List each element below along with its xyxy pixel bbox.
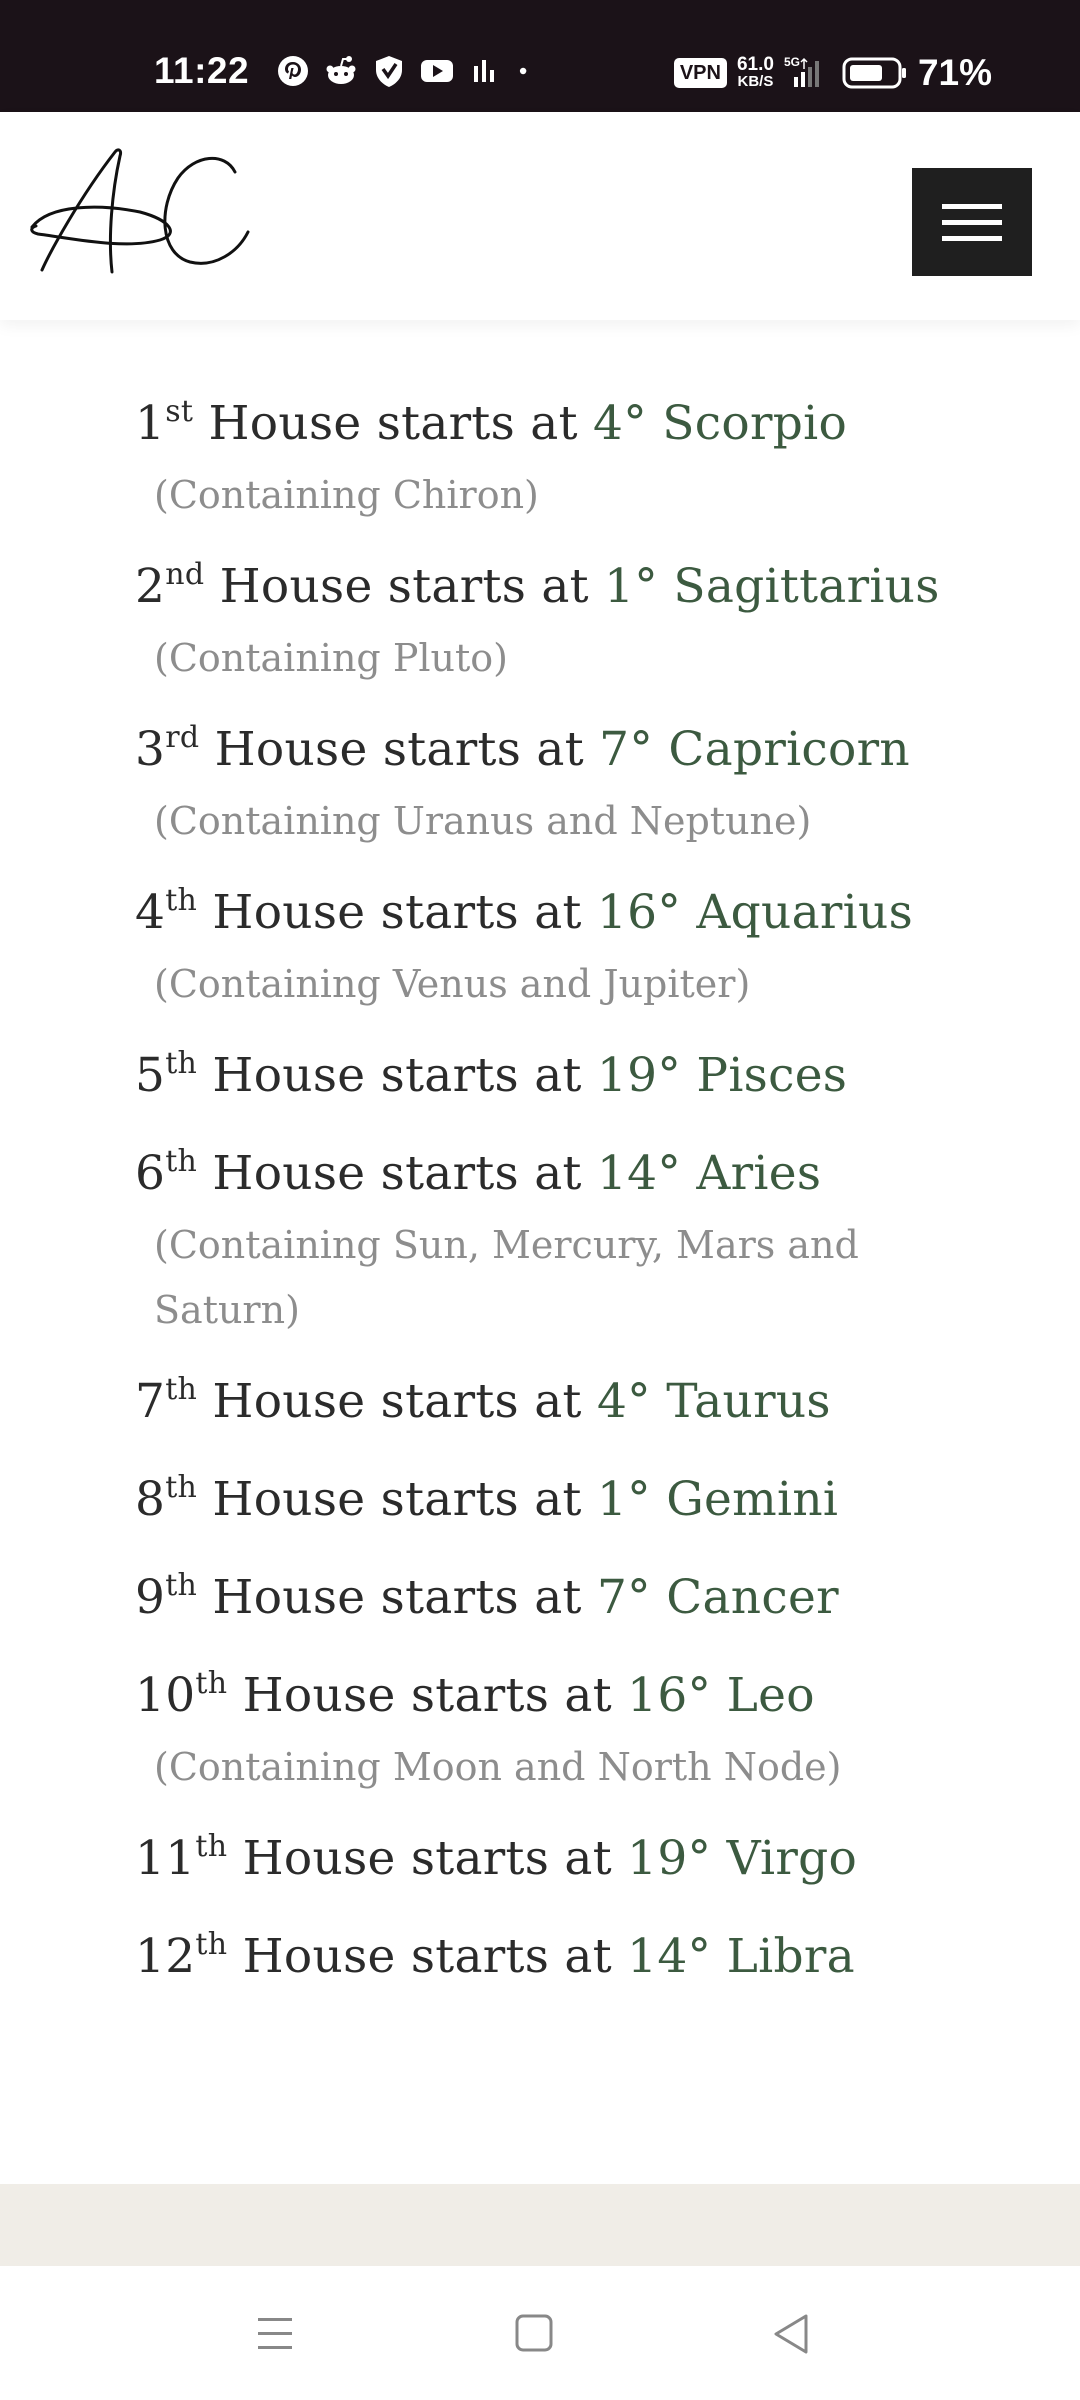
house-contains: (Containing Sun, Mercury, Mars and Saturn) — [154, 1223, 859, 1332]
house-line — [135, 1657, 1035, 1735]
site-header — [0, 112, 1080, 320]
house-contains: (Containing Chiron) — [154, 473, 539, 517]
back-button[interactable] — [762, 2306, 822, 2362]
house-starts-text: House starts at — [197, 885, 597, 940]
house-sign: 14° Libra — [627, 1929, 855, 1984]
house-item — [135, 1461, 1035, 1539]
house-ordinal-suffix: th — [195, 1829, 228, 1864]
house-item — [135, 1135, 1035, 1343]
house-item — [135, 1918, 1035, 1996]
back-triangle-icon — [762, 2306, 822, 2362]
house-sign: 14° Aries — [596, 1146, 822, 1201]
house-line — [135, 1461, 1035, 1539]
house-number: 12 — [135, 1929, 196, 1984]
network-speed — [737, 56, 774, 90]
house-starts-text: House starts at — [197, 1374, 597, 1429]
network-speed-value: 61.0 — [736, 54, 774, 75]
house-number: 2 — [135, 559, 166, 614]
vpn-badge: VPN — [674, 58, 727, 88]
house-line — [135, 548, 1035, 626]
house-line — [135, 874, 1035, 952]
house-line — [135, 1559, 1035, 1637]
house-item — [135, 548, 1035, 691]
house-contains: (Containing Uranus and Neptune) — [154, 799, 812, 843]
house-starts-text: House starts at — [227, 1668, 628, 1723]
house-ordinal-suffix: th — [195, 1666, 228, 1701]
house-sign: 7° Cancer — [596, 1570, 839, 1625]
house-number: 9 — [135, 1570, 166, 1625]
house-item — [135, 1657, 1035, 1800]
battery-icon — [842, 57, 908, 89]
house-contains: (Containing Moon and North Node) — [154, 1745, 842, 1789]
house-sign: 7° Capricorn — [599, 722, 910, 777]
reddit-icon — [324, 54, 358, 88]
house-ordinal-suffix: th — [165, 883, 198, 918]
house-number: 10 — [135, 1668, 196, 1723]
house-starts-text: House starts at — [227, 1929, 628, 1984]
house-ordinal-suffix: nd — [165, 557, 205, 592]
site-logo[interactable] — [30, 142, 260, 282]
house-line — [135, 711, 1035, 789]
house-sign: 19° Pisces — [596, 1048, 848, 1103]
house-sign: 4° Taurus — [596, 1374, 831, 1429]
status-time: 11:22 — [154, 50, 250, 91]
house-starts-text: House starts at — [199, 722, 600, 777]
house-line — [135, 1037, 1035, 1115]
battery-percent: 71% — [917, 52, 992, 93]
house-sign: 4° Scorpio — [593, 396, 848, 451]
equalizer-icon — [468, 54, 502, 88]
house-sign: 16° Leo — [627, 1668, 815, 1723]
house-line — [135, 385, 1035, 463]
notification-icons — [276, 54, 538, 88]
recents-menu-icon — [246, 2306, 306, 2362]
house-starts-text: House starts at — [197, 1570, 597, 1625]
house-line — [135, 1363, 1035, 1441]
house-list — [135, 385, 1035, 2016]
youtube-icon — [420, 54, 454, 88]
house-ordinal-suffix: th — [165, 1372, 198, 1407]
house-sign: 1° Gemini — [596, 1472, 839, 1527]
navigation-bar — [0, 2266, 1080, 2400]
recents-button[interactable] — [246, 2306, 306, 2362]
house-item — [135, 711, 1035, 854]
shield-icon — [372, 54, 406, 88]
house-starts-text: House starts at — [227, 1831, 628, 1886]
home-square-icon — [504, 2306, 564, 2362]
house-line — [135, 1820, 1035, 1898]
house-ordinal-suffix: st — [165, 394, 194, 429]
house-ordinal-suffix: th — [165, 1046, 198, 1081]
house-number: 8 — [135, 1472, 166, 1527]
house-starts-text: House starts at — [197, 1146, 597, 1201]
house-ordinal-suffix: th — [195, 1927, 228, 1962]
house-starts-text: House starts at — [197, 1048, 597, 1103]
house-item — [135, 1559, 1035, 1637]
house-ordinal-suffix: th — [165, 1144, 198, 1179]
dot-icon — [516, 54, 538, 88]
house-ordinal-suffix: th — [165, 1470, 198, 1505]
house-item — [135, 1363, 1035, 1441]
house-number: 3 — [135, 722, 166, 777]
house-starts-text: House starts at — [204, 559, 605, 614]
house-item — [135, 385, 1035, 528]
house-number: 5 — [135, 1048, 166, 1103]
pinterest-icon — [276, 54, 310, 88]
house-sign: 1° Sagittarius — [604, 559, 940, 614]
house-sign: 19° Virgo — [627, 1831, 858, 1886]
home-button[interactable] — [504, 2306, 564, 2362]
house-line — [135, 1135, 1035, 1213]
house-line — [135, 1918, 1035, 1996]
house-ordinal-suffix: th — [165, 1568, 198, 1603]
house-item — [135, 1037, 1035, 1115]
house-item — [135, 874, 1035, 1017]
house-starts-text: House starts at — [193, 396, 594, 451]
house-number: 1 — [135, 396, 166, 451]
status-bar — [0, 0, 1080, 112]
network-type: 5G — [783, 55, 800, 69]
menu-button[interactable] — [912, 168, 1032, 276]
house-starts-text: House starts at — [197, 1472, 597, 1527]
house-ordinal-suffix: rd — [165, 720, 200, 755]
network-speed-unit: KB/S — [737, 73, 774, 90]
house-number: 7 — [135, 1374, 166, 1429]
house-number: 6 — [135, 1146, 166, 1201]
house-sign: 16° Aquarius — [596, 885, 914, 940]
house-contains: (Containing Pluto) — [154, 636, 509, 680]
house-number: 4 — [135, 885, 166, 940]
house-contains: (Containing Venus and Jupiter) — [154, 962, 751, 1006]
signal-icon — [784, 55, 832, 91]
system-icons — [674, 52, 992, 94]
house-number: 11 — [135, 1831, 196, 1886]
house-item — [135, 1820, 1035, 1898]
footer-band — [0, 2184, 1080, 2266]
